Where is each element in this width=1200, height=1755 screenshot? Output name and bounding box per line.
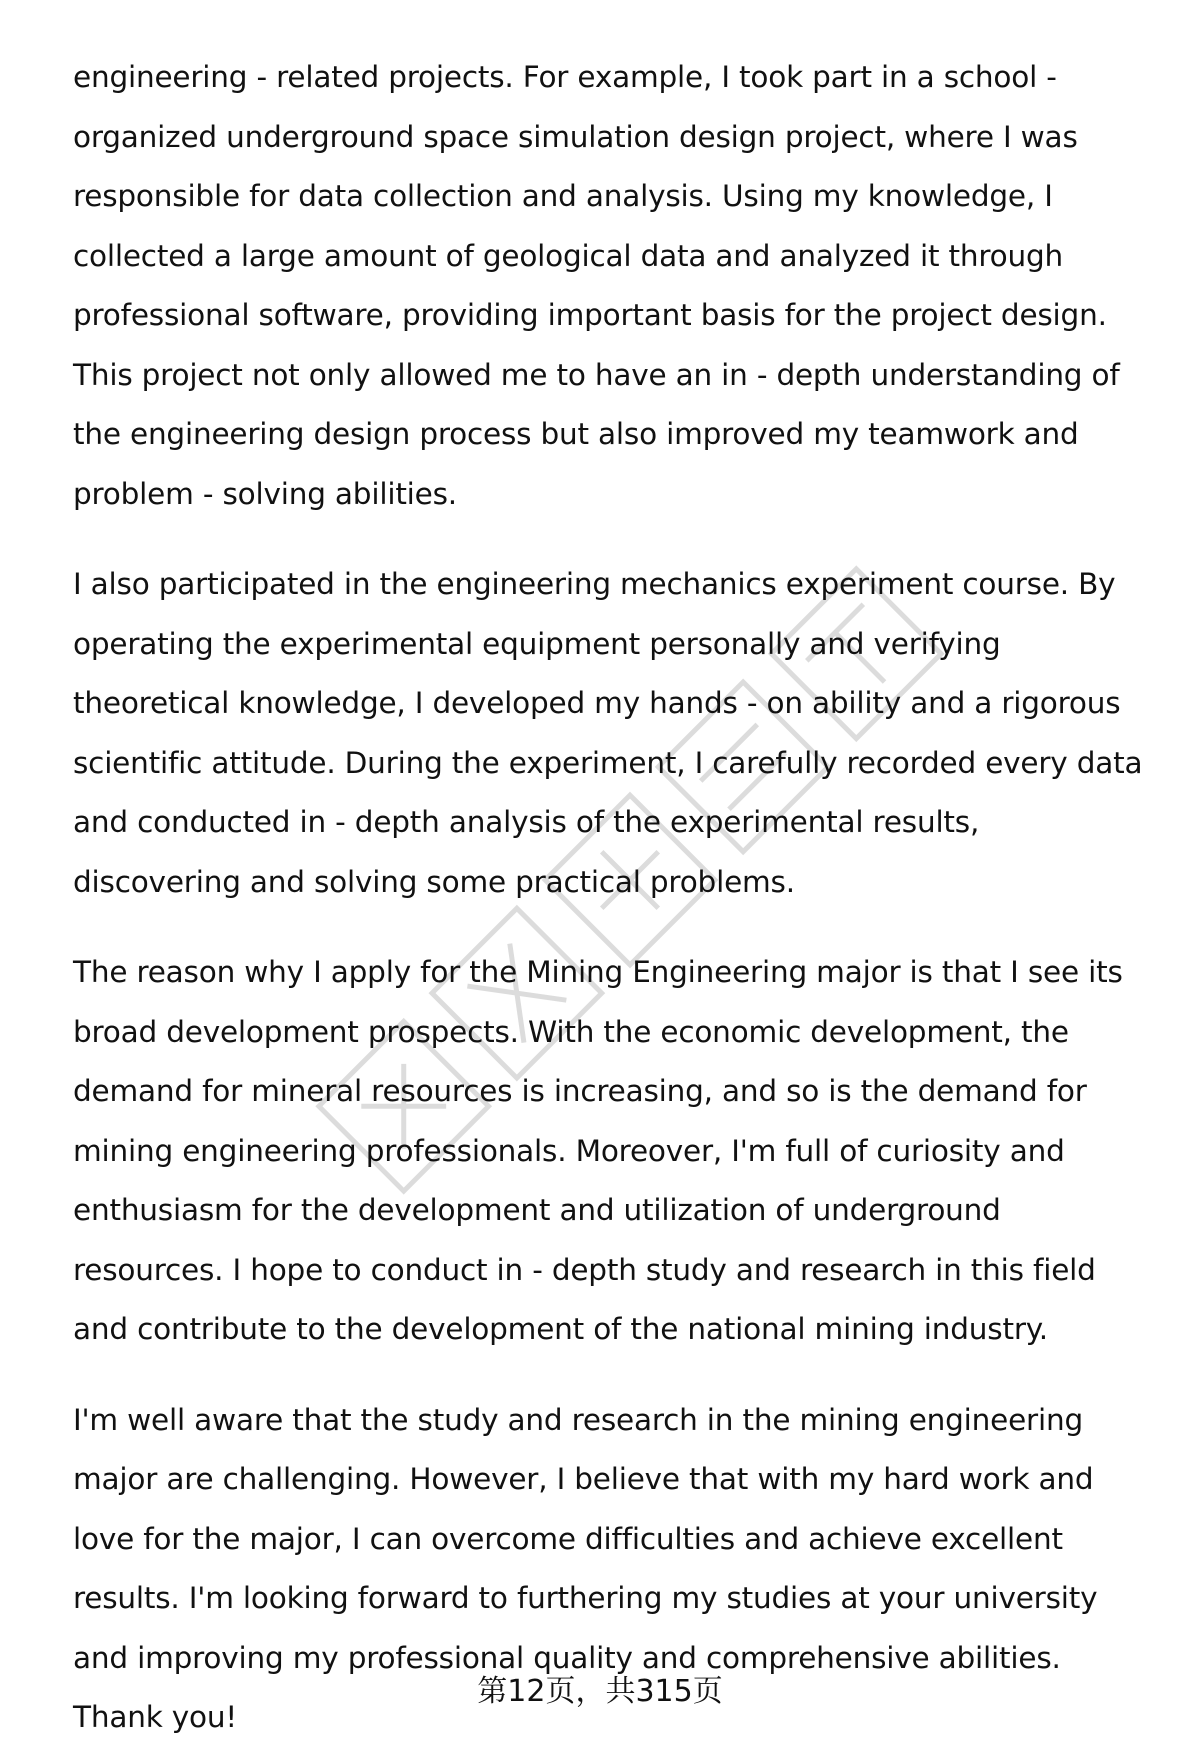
document-body xyxy=(73,48,1153,1748)
page-number-footer: 第12页，共315页 xyxy=(477,1674,723,1709)
paragraph-3: The reason why I apply for the Mining Engineering major is that I see its broad development prospects. With the economic development, the demand for mineral resources is increasing, and so is the demand for mining engineering professionals. Moreover, I'm full of curiosity and enthusiasm for the development and utilization of underground resources. I hope to conduct in - depth study and research in this field and contribute to the development of the national mining industry. xyxy=(73,955,1123,1346)
paragraph-1: engineering - related projects. For example, I took part in a school - organized underground space simulation design project, where I was responsible for data collection and analysis. Using my knowledge, I collected a large amount of geological data and analyzed it through professional software, providing important basis for the project design. This project not only allowed me to have an in - depth understanding of the engineering design process but also improved my teamwork and problem - solving abilities. xyxy=(73,60,1120,511)
paragraph-4: I'm well aware that the study and research in the mining engineering major are challenging. However, I believe that with my hard work and love for the major, I can overcome difficulties and achieve excellent results. I'm looking forward to furthering my studies at your university and improving my professional quality and comprehensive abilities. Thank you! xyxy=(73,1402,1098,1734)
paragraph-2: I also participated in the engineering mechanics experiment course. By operating the experimental equipment personally and verifying theoretical knowledge, I developed my hands - on ability and a rigorous scientific attitude. During the experiment, I carefully recorded every data and conducted in - depth analysis of the experimental results, discovering and solving some practical problems. xyxy=(73,567,1143,899)
